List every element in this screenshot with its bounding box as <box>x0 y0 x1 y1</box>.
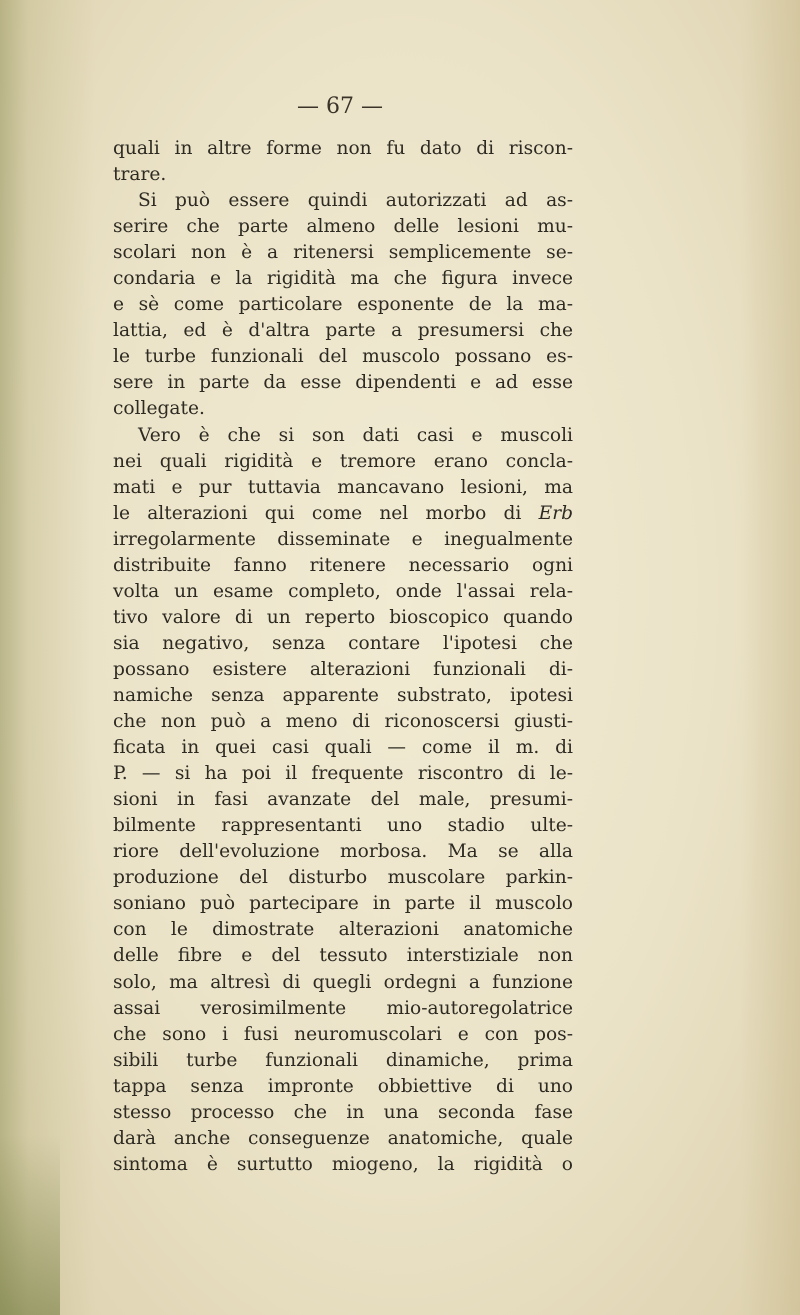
text-line: distribuite fanno ritenere necessario ogni <box>113 554 573 576</box>
text-line: sere in parte da esse dipendenti e ad esse <box>113 372 573 394</box>
text-line: delle fibre e del tessuto interstiziale non <box>113 945 573 967</box>
text-line: darà anche conseguenze anatomiche, quale <box>113 1127 573 1149</box>
text-line: trare. <box>113 164 167 186</box>
text-line: sioni in fasi avanzate del male, presumi- <box>113 789 573 811</box>
body-text <box>113 136 573 1178</box>
text-line: le turbe funzionali del muscolo possano es- <box>113 346 573 368</box>
text-line: condaria e la rigidità ma che figura invece <box>113 268 573 290</box>
text-line: produzione del disturbo muscolare parkin- <box>113 867 573 889</box>
text-line: sibili turbe funzionali dinamiche, prima <box>113 1049 573 1071</box>
text-line: che non può a meno di riconoscersi giusti- <box>113 711 573 733</box>
text-line: con le dimostrate alterazioni anatomiche <box>113 919 573 941</box>
text-line: ficata in quei casi quali — come il m. di <box>113 737 573 759</box>
text-line: riore dell'evoluzione morbosa. Ma se alla <box>113 841 573 863</box>
text-line: serire che parte almeno delle lesioni mu- <box>113 216 573 238</box>
text-line: assai verosimilmente mio-autoregolatrice <box>113 997 573 1019</box>
text-line: mati e pur tuttavia mancavano lesioni, ma <box>113 476 573 498</box>
text-line: tivo valore di un reperto bioscopico quando <box>113 606 573 628</box>
text-line: bilmente rappresentanti uno stadio ulte- <box>113 815 573 837</box>
text-line: irregolarmente disseminate e inegualmente <box>113 528 573 550</box>
text-line: tappa senza impronte obbiettive di uno <box>113 1075 573 1097</box>
page-edge-stain <box>0 1135 60 1315</box>
text-line: stesso processo che in una seconda fase <box>113 1101 573 1123</box>
italic-name: Erb <box>538 502 573 524</box>
page-edge-shadow-right <box>740 0 800 1315</box>
text-line: e sè come particolare esponente de la ma- <box>113 294 573 316</box>
text-line: scolari non è a ritenersi semplicemente se- <box>113 242 573 264</box>
text-line: quali in altre forme non fu dato di riscon- <box>113 138 573 159</box>
text-line: soniano può partecipare in parte il muscolo <box>113 893 573 915</box>
text-line: che sono i fusi neuromuscolari e con pos- <box>113 1023 573 1045</box>
text-segment: le alterazioni qui come nel morbo di <box>113 502 539 524</box>
text-line <box>113 501 573 527</box>
page-number: — 67 — <box>297 94 383 119</box>
text-line: Si può essere quindi autorizzati ad as- <box>138 190 573 212</box>
text-line: collegate. <box>113 398 205 420</box>
text-line: possano esistere alterazioni funzionali di- <box>113 658 573 680</box>
text-line: sintoma è surtutto miogeno, la rigidità o <box>113 1153 573 1175</box>
text-line: sia negativo, senza contare l'ipotesi che <box>113 632 573 654</box>
text-line: namiche senza apparente substrato, ipotesi <box>113 684 573 706</box>
page-edge-shadow-left <box>0 0 95 1315</box>
text-line: Vero è che si son dati casi e muscoli <box>138 424 573 446</box>
text-line: nei quali rigidità e tremore erano concla- <box>113 450 573 472</box>
text-line: volta un esame completo, onde l'assai rela- <box>113 580 573 602</box>
text-line: lattia, ed è d'altra parte a presumersi che <box>113 320 573 342</box>
text-line: P. — si ha poi il frequente riscontro di le- <box>113 763 573 785</box>
text-line: solo, ma altresì di quegli ordegni a funzione <box>113 971 573 993</box>
